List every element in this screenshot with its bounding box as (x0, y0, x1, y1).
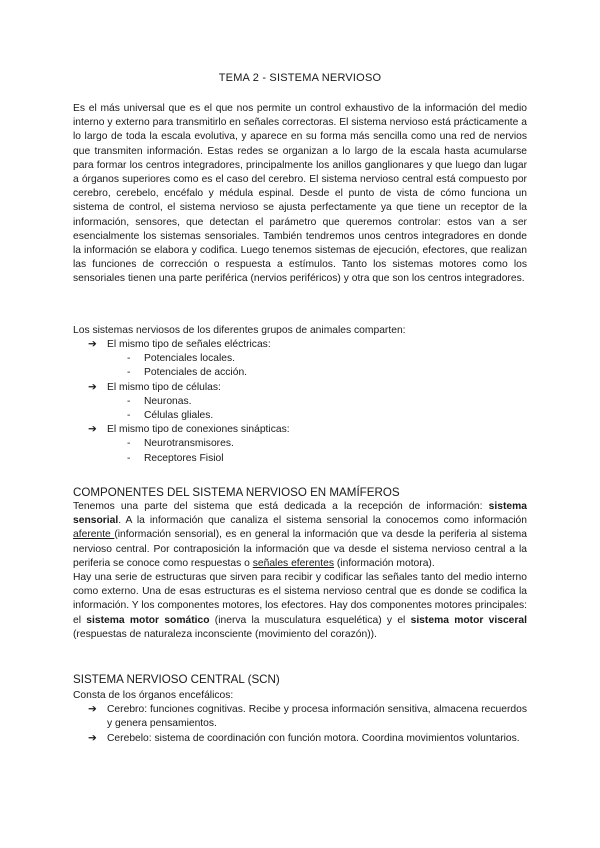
arrow-bullet-icon: ➔ (88, 704, 97, 716)
components-paragraph-1: Tenemos una parte del sistema que está dedicada a la recepción de información: sistema sensorial. A la información que canaliza el sistema sensorial la conocemos como información aferente (información sensorial), es en general la información que va desde la periferia al sistema nervioso central. Por contraposición la información que va desde el sistema nervioso central a la periferia se conoce como respuestas o señales eferentes (información motora). (73, 501, 527, 569)
sub-list-item (73, 395, 527, 409)
sub-list-item-label: Potenciales de acción. (144, 367, 248, 379)
dash-bullet-icon: - (127, 395, 131, 407)
sub-list-item-label: Neurotransmisores. (144, 438, 234, 450)
sub-list-item-label: Células gliales. (144, 410, 214, 422)
dash-bullet-icon: - (127, 452, 131, 464)
list-item-label: El mismo tipo de señales eléctricas: (107, 339, 271, 350)
scn-lead: Consta de los órganos encefálicos: (73, 690, 234, 701)
sub-list-item (73, 409, 527, 423)
list-item-label: El mismo tipo de conexiones sinápticas: (107, 424, 290, 436)
sub-list-item (73, 352, 527, 366)
list-item (73, 423, 527, 437)
arrow-bullet-icon: ➔ (88, 381, 97, 393)
arrow-bullet-icon: ➔ (88, 424, 97, 436)
list-item-label: Cerebelo: sistema de coordinación con función motora. Coordina movimientos voluntarios. (107, 732, 520, 744)
dash-bullet-icon: - (127, 353, 131, 365)
list-item-label: El mismo tipo de células: (107, 381, 221, 393)
scn-section (73, 689, 527, 746)
dash-bullet-icon: - (127, 410, 131, 422)
sub-list-item (73, 452, 527, 466)
list-item (73, 338, 527, 352)
components-paragraph-2: Hay una serie de estructuras que sirven para recibir y codificar las señales tanto del medio interno como externo. Una de esas estructuras es el sistema nervioso central que es donde se codifica la información. Y los componentes motores, los efectores. Hay dos componentes motores principales: el sistema motor somático (inerva la musculatura esquelética) y el sistema motor visceral (respuestas de naturaleza inconsciente (movimiento del corazón)). (73, 572, 527, 640)
bold-term: sistema motor somático (86, 614, 210, 626)
bold-term: sistema sensorial (73, 501, 527, 527)
bold-term: sistema motor visceral (410, 614, 527, 626)
components-section (73, 500, 527, 642)
intro-paragraph: Es el más universal que es el que nos permite un control exhaustivo de la información del medio interno y externo para transmitirlo en señales correctoras. El sistema nervioso está prácticamente a lo largo de toda la escala evolutiva, y aparece en su forma más sencilla como una red de nervios que transmiten información. Estas redes se organizan a lo largo de la escala hasta acumularse para formar los centros integradores, principalmente los anillos ganglionares y que luego dan lugar a órganos superiores como es el caso del cerebro. El sistema nervioso central está compuesto por cerebro, cerebelo, encéfalo y médula espinal. Desde el punto de vista de cómo funciona un sistema de control, el sistema nervioso se ajusta perfectamente ya que tiene un receptor de la información, sensores, que detectan el parámetro que queremos controlar: estos van a ser esencialmente los sistemas sensoriales. También tendremos unos centros integradores en donde la información se elabora y codifica. Luego tenemos sistemas de ejecución, efectores, que realizan las funciones de corrección o respuesta a estímulos. Tanto los sistemas motores como los sensoriales tienen una parte periférica (nervios periféricos) y otra que son los centros integradores. (73, 103, 527, 285)
underlined-term: aferente (73, 529, 115, 541)
shared-list (73, 338, 527, 466)
underlined-term: señales eferentes (252, 557, 335, 569)
sub-list-item-label: Potenciales locales. (144, 353, 236, 365)
shared-lead: Los sistemas nerviosos de los diferentes grupos de animales comparten: (73, 325, 406, 336)
list-item-label: Cerebro: funciones cognitivas. Recibe y procesa información sensitiva, almacena recuerdos y genera pensamientos. (107, 704, 527, 730)
list-item (73, 732, 527, 746)
dash-bullet-icon: - (127, 438, 131, 450)
sub-list-item-label: Neuronas. (144, 395, 192, 407)
sub-list-item (73, 366, 527, 380)
arrow-bullet-icon: ➔ (88, 339, 97, 350)
arrow-bullet-icon: ➔ (88, 732, 97, 744)
section-heading-components: COMPONENTES DEL SISTEMA NERVIOSO EN MAMÍFEROS (73, 486, 400, 499)
sub-list-item (73, 437, 527, 451)
dash-bullet-icon: - (127, 367, 131, 379)
sub-list-item-label: Receptores Fisiol (144, 452, 224, 464)
page-title: TEMA 2 - SISTEMA NERVIOSO (218, 72, 382, 84)
section-heading-scn: SISTEMA NERVIOSO CENTRAL (SCN) (73, 673, 280, 686)
list-item (73, 703, 527, 731)
list-item (73, 381, 527, 395)
